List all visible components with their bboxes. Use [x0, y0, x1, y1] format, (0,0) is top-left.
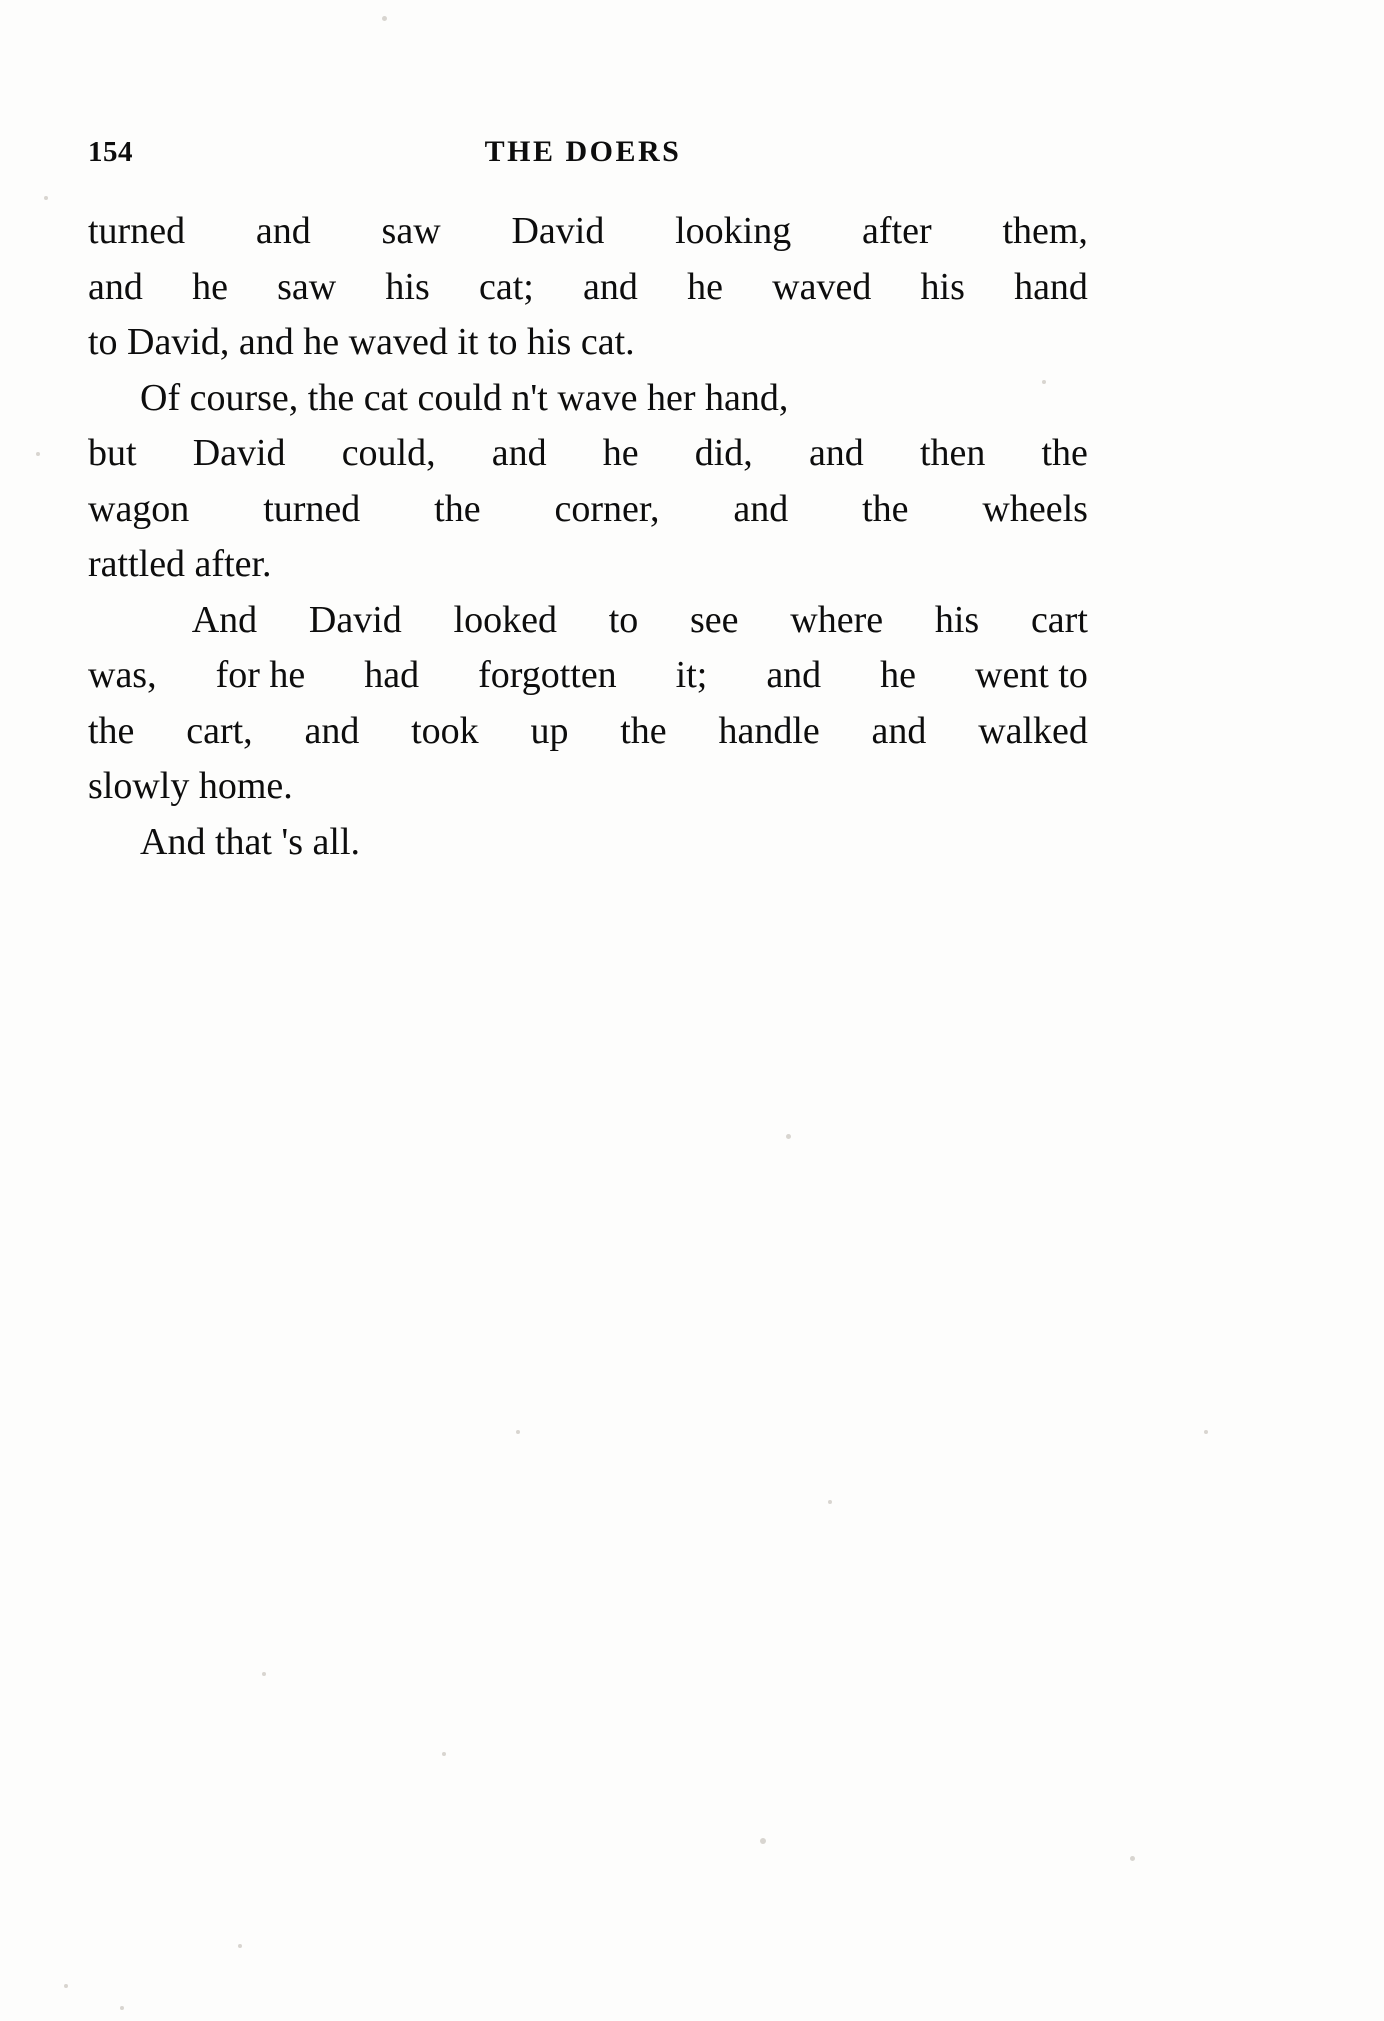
word: the — [620, 709, 667, 752]
paragraph-2 — [88, 371, 1088, 593]
word: see — [690, 598, 739, 641]
word: could, — [341, 432, 436, 474]
paragraph-3 — [88, 593, 1088, 815]
word: the — [88, 709, 135, 752]
word: was, — [88, 654, 157, 696]
text-line — [88, 204, 1088, 260]
paper-speck — [828, 1500, 832, 1504]
word: had — [364, 654, 420, 696]
paper-speck — [36, 452, 40, 456]
word: hand — [1014, 265, 1088, 308]
word: the — [1041, 432, 1088, 474]
paper-speck — [786, 1134, 791, 1139]
paragraph-1 — [88, 204, 1088, 371]
word: and — [808, 432, 864, 474]
word: walked — [978, 709, 1088, 752]
word: where — [790, 598, 884, 641]
word: David — [308, 598, 402, 641]
word: corner, — [554, 487, 660, 530]
paper-speck — [1204, 1430, 1208, 1434]
word: forgotten — [478, 654, 617, 696]
paper-speck — [516, 1430, 520, 1434]
paper-speck — [1042, 380, 1046, 384]
word: and — [733, 487, 789, 530]
word: up — [530, 709, 569, 752]
word: but — [88, 432, 137, 474]
text-line: to David, and he waved it to his cat. — [88, 321, 635, 363]
word: and — [304, 709, 360, 752]
word: wheels — [982, 487, 1088, 530]
word: his — [934, 598, 980, 641]
page-number: 154 — [88, 136, 133, 168]
word: waved — [772, 265, 872, 308]
word: the — [434, 487, 481, 530]
word: and — [255, 210, 311, 252]
paper-speck — [262, 1672, 266, 1676]
word: it; — [675, 654, 708, 696]
word: cat; — [478, 265, 534, 308]
word: and — [583, 265, 638, 308]
text-line: slowly home. — [88, 765, 293, 807]
word: and — [871, 709, 927, 752]
word: to — [608, 598, 639, 641]
word: his — [385, 265, 430, 308]
running-head — [88, 132, 1148, 172]
paper-speck — [64, 1984, 68, 1988]
word: he — [687, 265, 723, 308]
word: And — [191, 598, 258, 641]
word: and — [491, 432, 547, 474]
text-line: Of course, the cat could n't wave her hand, — [140, 376, 789, 419]
word: he — [880, 654, 917, 696]
body-text — [88, 204, 1088, 870]
word: looked — [453, 598, 557, 641]
text-line: rattled after. — [88, 543, 272, 585]
word: handle — [718, 709, 820, 752]
word: went to — [975, 654, 1088, 696]
word: wagon — [88, 487, 190, 530]
word: cart — [1030, 598, 1088, 641]
text-line: And that 's all. — [140, 820, 361, 863]
text-line — [88, 482, 1088, 538]
word: looking — [675, 210, 792, 252]
paper-speck — [44, 196, 48, 200]
text-line — [88, 704, 1088, 760]
text-line — [88, 593, 1088, 649]
word: he — [602, 432, 639, 474]
word: the — [862, 487, 909, 530]
word: turned — [88, 210, 186, 252]
word: turned — [263, 487, 361, 530]
word: saw — [277, 265, 337, 308]
paper-speck — [382, 16, 387, 21]
paper-speck — [120, 2006, 124, 2010]
paper-speck — [442, 1752, 446, 1756]
paper-speck — [760, 1838, 766, 1844]
word: cart, — [186, 709, 253, 752]
word: David — [511, 210, 605, 252]
word: did, — [694, 432, 753, 474]
text-line — [88, 260, 1088, 316]
word: after — [862, 210, 932, 252]
word: then — [919, 432, 986, 474]
text-line — [88, 426, 1088, 482]
paragraph-4 — [88, 815, 1088, 871]
word: he — [192, 265, 228, 308]
paper-speck — [238, 1944, 242, 1948]
word: his — [920, 265, 965, 308]
running-head-title: THE DOERS — [484, 135, 682, 168]
word: saw — [381, 210, 441, 252]
word: for he — [215, 654, 306, 696]
word: took — [411, 709, 479, 752]
word: David — [192, 432, 286, 474]
text-line — [88, 648, 1088, 704]
word: and — [766, 654, 822, 696]
word: them, — [1002, 210, 1088, 252]
paper-speck — [1130, 1856, 1135, 1861]
word: and — [88, 265, 143, 308]
